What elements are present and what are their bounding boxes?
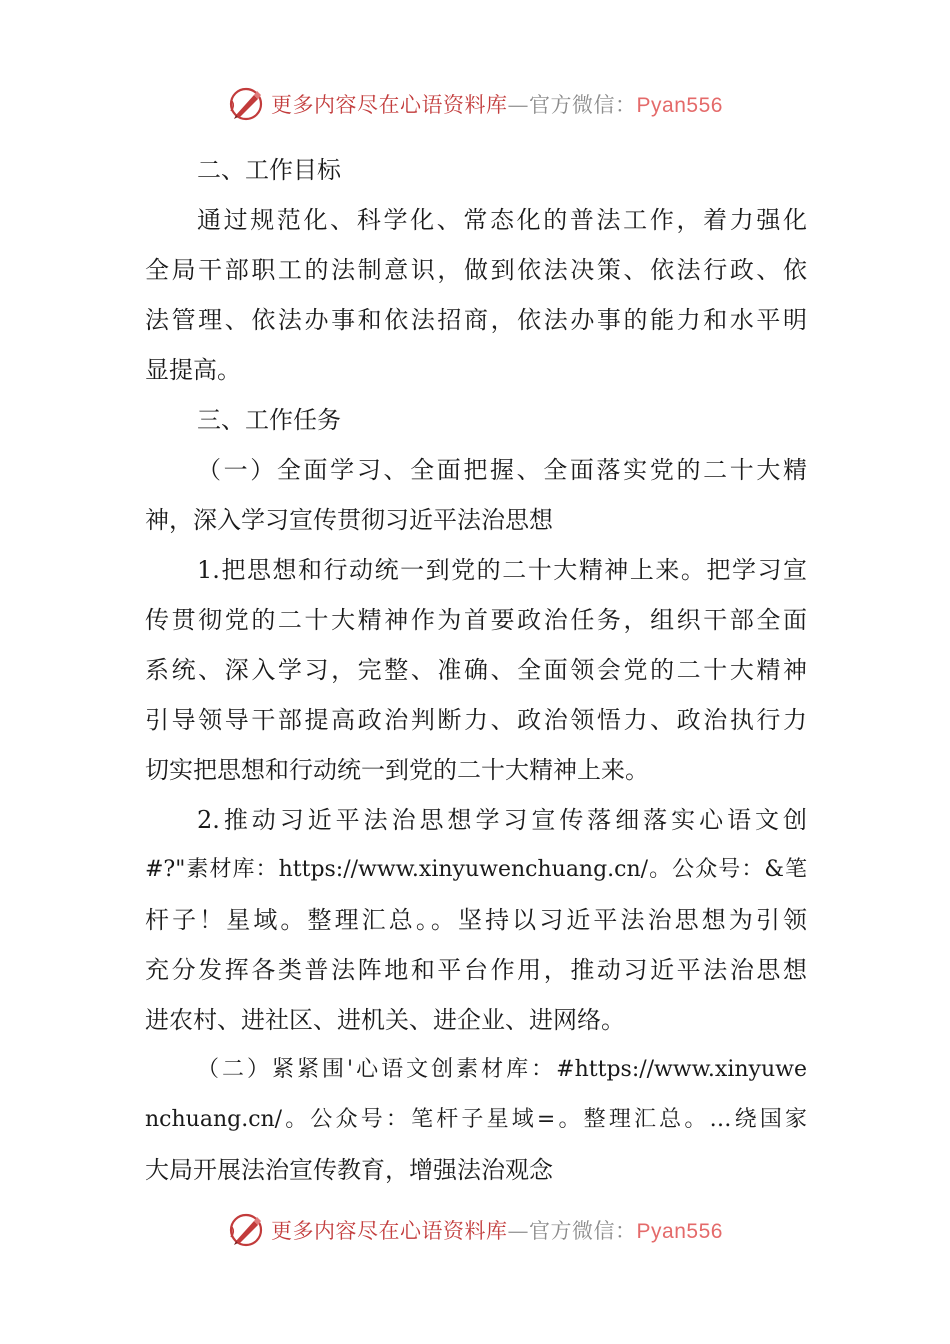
pen-logo-icon xyxy=(227,84,267,124)
header-banner xyxy=(0,82,950,126)
banner-title: 更多内容尽在心语资料库 xyxy=(271,93,508,117)
item-line: 传贯彻党的二十大精神作为首要政治任务，组织干部全面 xyxy=(145,606,807,634)
section-heading-goals: 二、工作目标 xyxy=(197,156,341,184)
wechat-id: Pyan556 xyxy=(636,94,723,117)
item-line: 充分发挥各类普法阵地和平台作用，推动习近平法治思想 xyxy=(145,956,807,984)
wechat-id: Pyan556 xyxy=(636,1220,723,1243)
item-line: 2.推动习近平法治思想学习宣传落细落实心语文创 xyxy=(197,806,807,834)
banner-separator: — xyxy=(507,93,530,117)
item-line: 进农村、进社区、进机关、进企业、进网络。 xyxy=(145,1006,625,1034)
banner-text xyxy=(271,89,723,119)
item-line: 切实把思想和行动统一到党的二十大精神上来。 xyxy=(145,756,649,784)
item-line: #?"素材库：https://www.xinyuwenchuang.cn/。公众号：&笔 xyxy=(145,857,807,882)
document-body xyxy=(145,145,807,1195)
paragraph-line: 显提高。 xyxy=(145,356,241,384)
footer-banner xyxy=(0,1208,950,1252)
banner-text xyxy=(271,1215,723,1245)
item-line: 杆子！星域。整理汇总。。坚持以习近平法治思想为引领 xyxy=(145,906,807,934)
item-line: 系统、深入学习，完整、准确、全面领会党的二十大精神 xyxy=(145,656,807,684)
paragraph-line: 全局干部职工的法制意识，做到依法决策、依法行政、依 xyxy=(145,256,807,284)
wechat-label: 官方微信： xyxy=(529,93,637,117)
paragraph-line: 法管理、依法办事和依法招商，依法办事的能力和水平明 xyxy=(145,306,807,334)
item-line: 引导领导干部提高政治判断力、政治领悟力、政治执行力 xyxy=(145,706,807,734)
subheading-line: nchuang.cn/。公众号：笔杆子星域=。整理汇总。…绕国家 xyxy=(145,1107,807,1132)
subheading-line: （二）紧紧围'心语文创素材库：#https://www.xinyuwe xyxy=(197,1057,807,1082)
item-line: 1.把思想和行动统一到党的二十大精神上来。把学习宣 xyxy=(197,556,807,584)
pen-logo-icon xyxy=(227,1210,267,1250)
subheading-line: （一）全面学习、全面把握、全面落实党的二十大精 xyxy=(197,456,807,484)
wechat-label: 官方微信： xyxy=(529,1219,637,1243)
subheading-line: 神，深入学习宣传贯彻习近平法治思想 xyxy=(145,506,553,534)
section-heading-tasks: 三、工作任务 xyxy=(197,406,341,434)
banner-separator: — xyxy=(507,1219,530,1243)
subheading-line: 大局开展法治宣传教育，增强法治观念 xyxy=(145,1156,553,1184)
paragraph-line: 通过规范化、科学化、常态化的普法工作，着力强化 xyxy=(197,206,807,234)
banner-title: 更多内容尽在心语资料库 xyxy=(271,1219,508,1243)
